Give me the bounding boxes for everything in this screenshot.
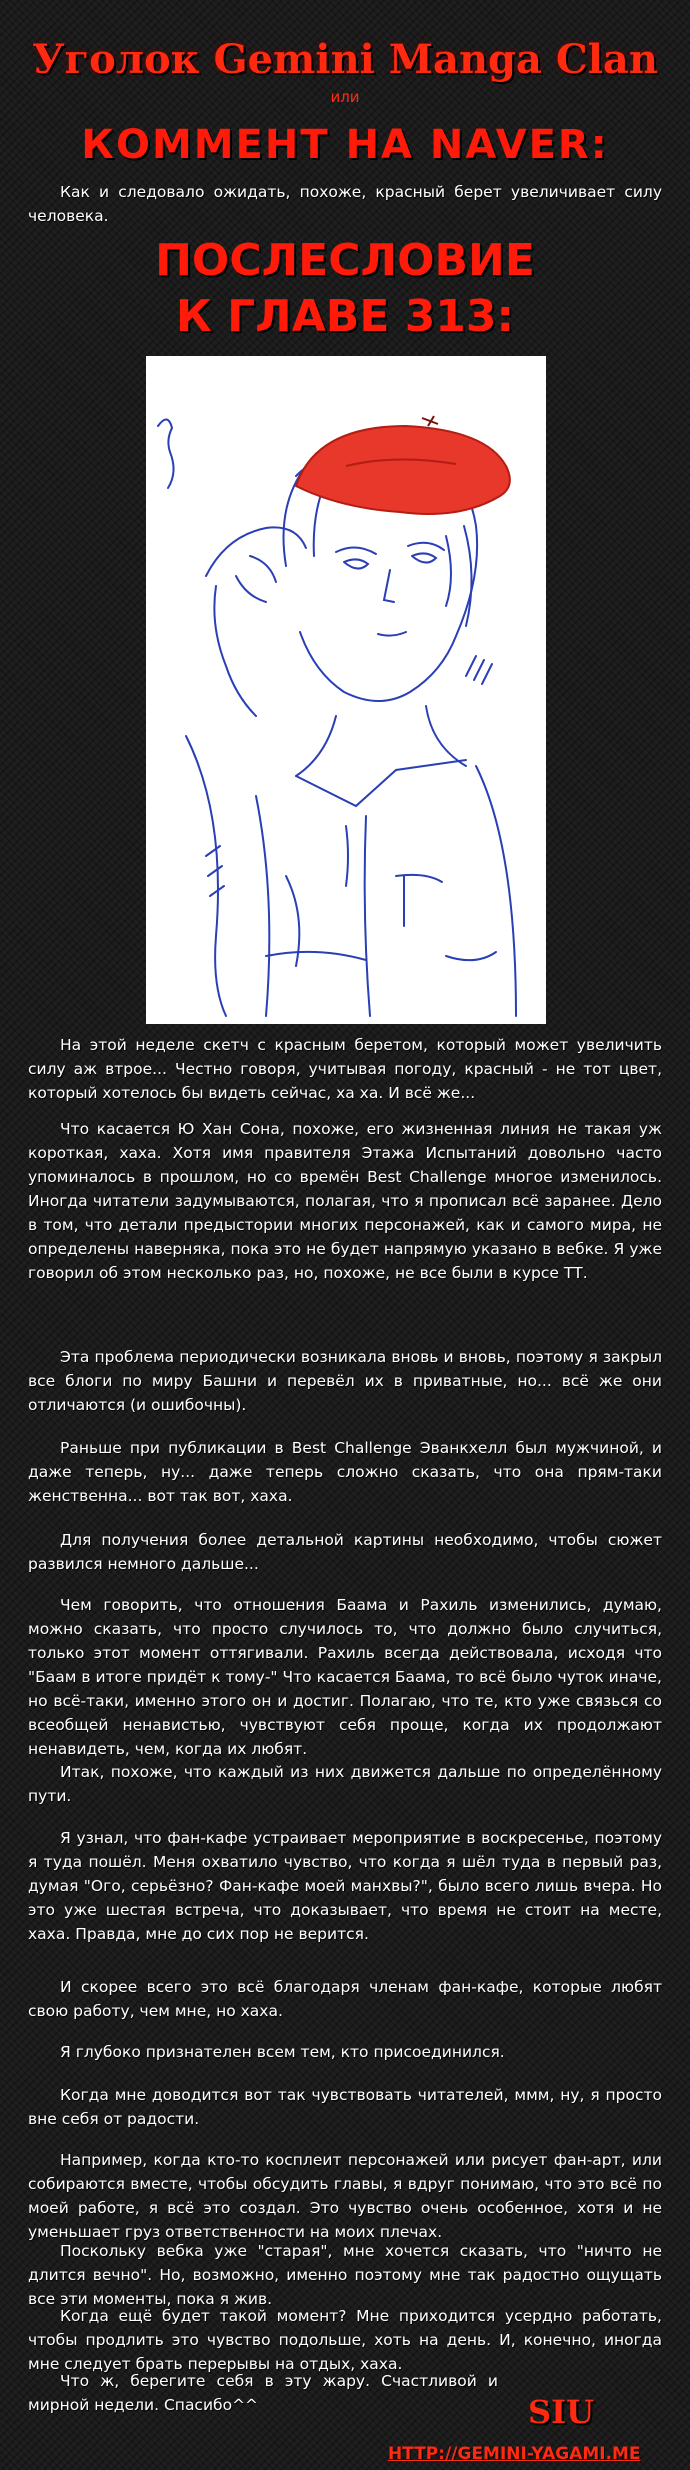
paragraph-9: И скорее всего это всё благодаря членам фан-кафе, которые любят свою работу, чем мне, но хаха. xyxy=(28,1978,662,2020)
paragraph-8: Я узнал, что фан-кафе устраивает мероприятие в воскресенье, поэтому я туда пошёл. Меня охватило чувство, что когда я шёл туда в первый раз, думая "Ого, серьёзно? Фан-кафе моей манхвы?", было всего лишь вчера. Но это уже шестая встреча, что доказывает, что время не стоит на месте, хаха. Правда, мне до сих пор не верится. xyxy=(28,1829,662,1943)
paragraph-2: Что касается Ю Хан Сона, похоже, его жизненная линия не такая уж короткая, хаха. Хотя имя правителя Этажа Испытаний довольно часто упоминалось в прошлом, но со времён Best Challenge многое изменилось. Иногда читатели задумываются, полагая, что я прописал всё заранее. Дело в том, что детали предыстории многих персонажей, как и самого мира, не определены наверняка, пока это не будет напрямую указано в вебке. Я уже говорил об этом несколько раз, но, похоже, не все были в курсе ТТ. xyxy=(28,1120,662,1282)
paragraph-3: Эта проблема периодически возникала вновь и вновь, поэтому я закрыл все блоги по миру Башни и перевёл их в приватные, но... всё же они отличаются (и ошибочны). xyxy=(28,1348,662,1414)
afterword-title-line2: К ГЛАВЕ 313: xyxy=(175,291,515,342)
paragraph-13: Поскольку вебка уже "старая", мне хочется сказать, что "ничто не длится вечно". Но, возможно, именно поэтому мне так радостно ощущать все эти моменты, пока я жив. xyxy=(28,2242,662,2308)
paragraph-11: Когда мне доводится вот так чувствовать читателей, ммм, ну, я просто вне себя от радости. xyxy=(28,2086,662,2128)
naver-comment-title: КОММЕНТ НА NAVER: xyxy=(81,122,609,168)
red-beret-sketch-icon xyxy=(146,356,546,1024)
paragraph-15: Что ж, берегите себя в эту жару. Счастливой и мирной недели. Спасибо^^ xyxy=(28,2372,498,2414)
paragraph-1: На этой неделе скетч с красным беретом, который может увеличить силу аж втрое... Честно говоря, учитывая погоду, красный - не тот цвет, который хотелось бы видеть сейчас, ха ха. И всё же... xyxy=(28,1036,662,1102)
afterword-title-line1: ПОСЛЕСЛОВИЕ xyxy=(155,235,535,286)
paragraph-4: Раньше при публикации в Best Challenge Эванкхелл был мужчиной, и даже теперь, ну... даже теперь сложно сказать, что она прям-таки женственна... вот так вот, хаха. xyxy=(28,1439,662,1505)
site-link[interactable]: HTTP://GEMINI-YAGAMI.ME xyxy=(388,2444,641,2464)
paragraph-10: Я глубоко признателен всем тем, кто присоединился. xyxy=(60,2043,505,2061)
author-signature: SIU xyxy=(528,2393,594,2431)
naver-comment-text: Как и следовало ожидать, похоже, красный берет увеличивает силу человека. xyxy=(28,183,662,225)
paragraph-7: Итак, похоже, что каждый из них движется дальше по определённому пути. xyxy=(28,1763,662,1805)
paragraph-12: Например, когда кто-то косплеит персонажей или рисует фан-арт, или собираются вместе, чтобы обсудить главы, я вдруг понимаю, что это всё по моей работе, я всё это создал. Это чувство очень особенное, хотя и не уменьшает груз ответственности на моих плечах. xyxy=(28,2151,662,2241)
sketch-image xyxy=(146,356,546,1024)
paragraph-5: Для получения более детальной картины необходимо, чтобы сюжет развился немного дальше... xyxy=(28,1531,662,1573)
paragraph-6: Чем говорить, что отношения Баама и Рахиль изменились, думаю, можно сказать, что просто случилось то, что должно было случиться, только этот момент оттягивали. Рахиль всегда действовала, исходя что "Баам в итоге придёт к тому-" Что касается Баама, то всё было чуток иначе, но всё-таки, именно этого он и достиг. Полагаю, что те, кто уже связься со всеобщей ненавистью, чувствуют себя проще, когда их продолжают ненавидеть, чем, когда их любят. xyxy=(28,1596,662,1758)
paragraph-14: Когда ещё будет такой момент? Мне приходится усердно работать, чтобы продлить это чувство подольше, хоть на день. И, конечно, иногда мне следует брать перерывы на отдых, хаха. xyxy=(28,2307,662,2373)
clan-title: Уголок Gemini Manga Clan xyxy=(32,36,658,83)
or-separator: или xyxy=(330,88,360,106)
